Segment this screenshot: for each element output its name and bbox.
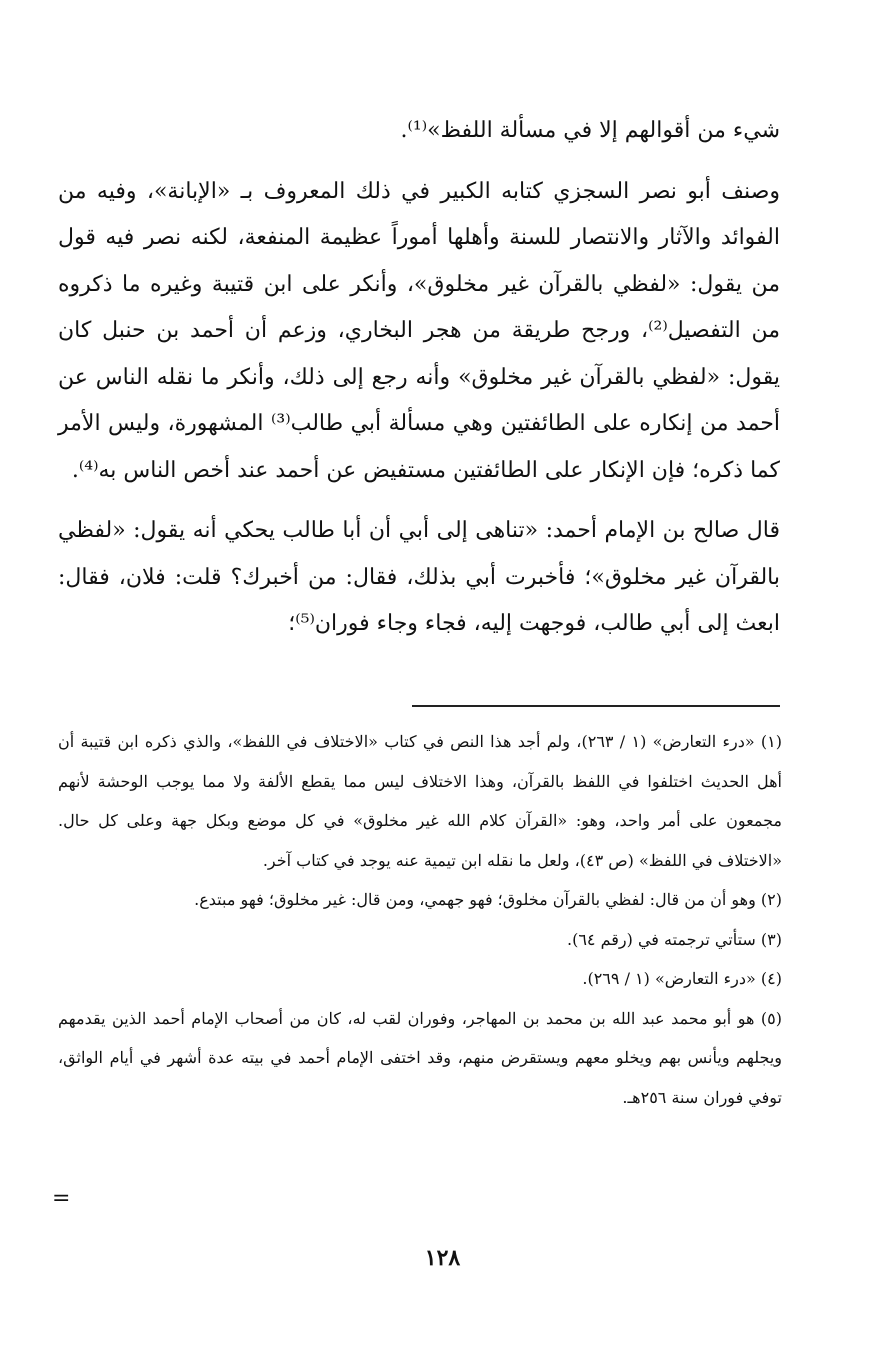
main-text: [58, 108, 780, 648]
footnote-5: (٥) هو أبو محمد عبد الله بن محمد بن المهاجر، وفوران لقب له، كان من أصحاب الإمام أحمد الذين يقدمهم ويجلهم ويأنس بهم ويخلو معهم ويستقرض منهم، وقد اختفى الإمام أحمد في بيته عدة أشهر في أيام الواثق، توفي فوران سنة ٢٥٦هـ.: [58, 1008, 782, 1107]
paragraph-3: قال صالح بن الإمام أحمد: «تناهى إلى أبي أن أبا طالب يحكي أنه يقول: «لفظي بالقرآن غير مخلوق»؛ فأخبرت أبي بذلك، فقال: من أخبرك؟ قلت: فلان، فقال: ابعث إلى أبي طالب، فوجهت إليه، فجاء وجاء فوران⁽⁵⁾؛: [58, 518, 780, 636]
footnote-divider: [412, 705, 780, 707]
footnotes: [58, 722, 782, 1117]
continuation-mark: =: [52, 1186, 71, 1211]
footnote-1: (١) «درء التعارض» (١ / ٢٦٣)، ولم أجد هذا النص في كتاب «الاختلاف في اللفظ»، والذي ذكره ابن قتيبة أن أهل الحديث اختلفوا في اللفظ بالقرآن، وهذا الاختلاف ليس مما يقطع الألفة ولا مما يوجب الوحشة لأنهم مجمعون على أمر واحد، وهو: «القرآن كلام الله غير مخلوق» في كل موضع وبكل جهة وعلى كل حال. «الاختلاف في اللفظ» (ص ٤٣)، ولعل ما نقله ابن تيمية عنه يوجد في كتاب آخر.: [58, 732, 783, 870]
paragraph-2: وصنف أبو نصر السجزي كتابه الكبير في ذلك المعروف بـ «الإبانة»، وفيه من الفوائد والآثار والانتصار للسنة وأهلها أموراً عظيمة المنفعة، لكنه نصر فيه قول من يقول: «لفظي بالقرآن غير مخلوق»، وأنكر على ابن قتيبة وغيره ما ذكروه من التفصيل⁽²⁾، ورجح طريقة من هجر البخاري، وزعم أن أحمد بن حنبل كان يقول: «لفظي بالقرآن غير مخلوق» وأنه رجع إلى ذلك، وأنكر ما نقله الناس عن أحمد من إنكاره على الطائفتين وهي مسألة أبي طالب⁽³⁾ المشهورة، وليس الأمر كما ذكره؛ فإن الإنكار على الطائفتين مستفيض عن أحمد عند أخص الناس به⁽⁴⁾.: [58, 178, 781, 483]
paragraph-1: شيء من أقوالهم إلا في مسألة اللفظ»⁽¹⁾.: [400, 118, 780, 143]
footnote-4: (٤) «درء التعارض» (١ / ٢٦٩).: [582, 969, 782, 988]
page-number: ١٢٨: [424, 1245, 461, 1271]
footnote-3: (٣) ستأتي ترجمته في (رقم ٦٤).: [566, 929, 782, 949]
footnote-2: (٢) وهو أن من قال: لفظي بالقرآن مخلوق؛ فهو جهمي، ومن قال: غير مخلوق؛ فهو مبتدع.: [194, 890, 782, 909]
